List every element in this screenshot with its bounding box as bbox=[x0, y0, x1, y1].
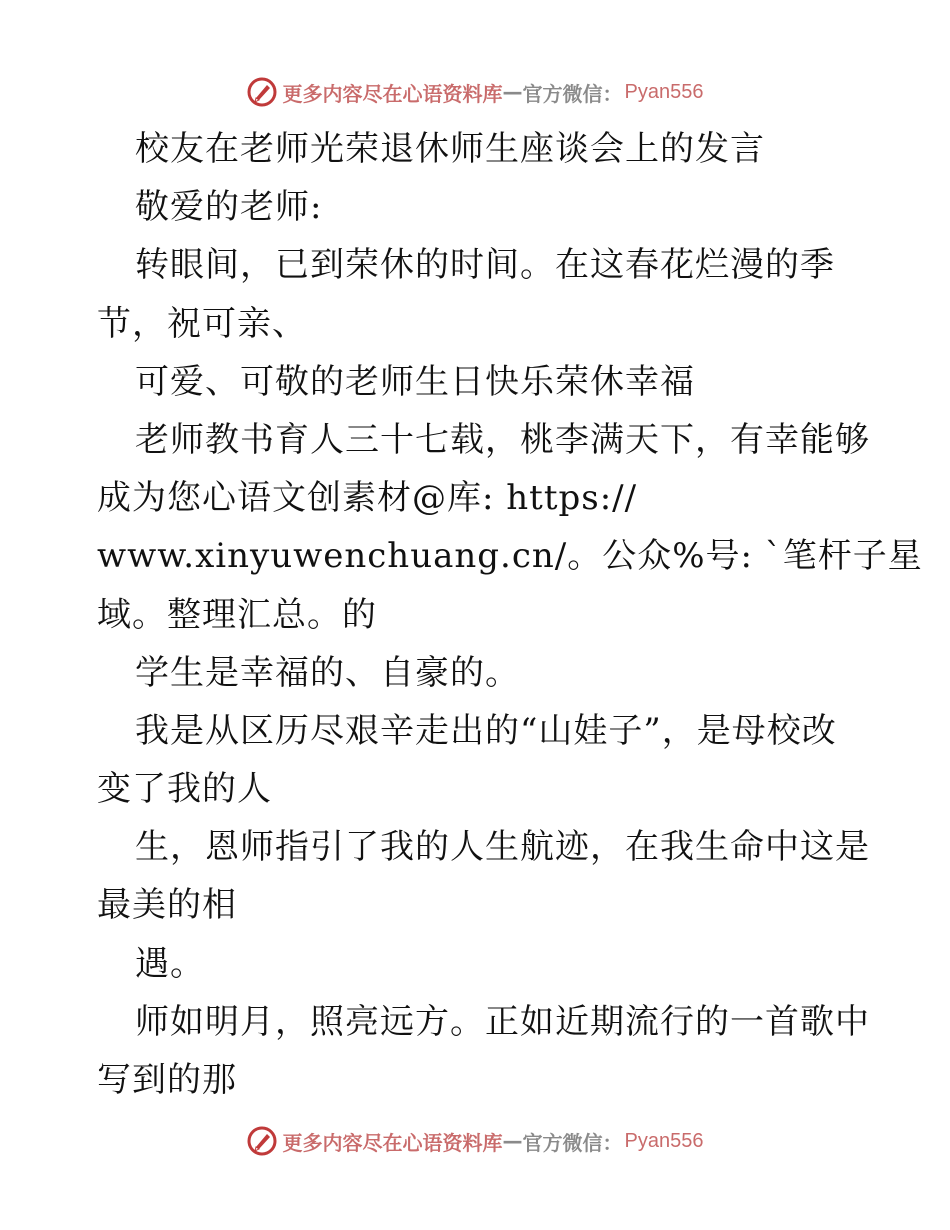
header-watermark bbox=[0, 72, 950, 112]
watermark-wechat-id: Pyan556 bbox=[624, 1129, 704, 1152]
watermark-site-text: 更多内容尽在心语资料库 bbox=[282, 81, 503, 106]
text-line: 我是从区历尽艰辛走出的“山娃子”，是母校改 bbox=[135, 710, 837, 751]
text-line: 学生是幸福的、自豪的。 bbox=[135, 652, 520, 693]
text-line: 师如明月，照亮远方。正如近期流行的一首歌中 bbox=[135, 1001, 870, 1042]
text-line: 老师教书育人三十七载，桃李满天下，有幸能够 bbox=[135, 419, 870, 460]
text-line: 变了我的人 bbox=[97, 769, 272, 810]
watermark-wechat-text: 官方微信： bbox=[522, 1130, 623, 1155]
watermark-dash: — bbox=[502, 1129, 523, 1153]
text-line: 域。整理汇总。的 bbox=[97, 594, 377, 635]
text-line: www.xinyuwenchuang.cn/。公众%号: `笔杆子星 bbox=[97, 536, 923, 577]
text-line: 写到的那 bbox=[97, 1060, 237, 1100]
text-line: 校友在老师光荣退休师生座谈会上的发言 bbox=[135, 129, 765, 169]
watermark-wechat-text: 官方微信： bbox=[522, 81, 623, 106]
watermark-site-text: 更多内容尽在心语资料库 bbox=[282, 1130, 503, 1155]
text-line: 生，恩师指引了我的人生航迹，在我生命中这是 bbox=[135, 827, 870, 868]
pen-logo-icon bbox=[247, 77, 277, 107]
text-line: 转眼间，已到荣休的时间。在这春花烂漫的季 bbox=[135, 245, 835, 286]
text-line: 敬爱的老师: bbox=[135, 187, 323, 228]
text-line: 最美的相 bbox=[97, 885, 237, 926]
watermark-dash: — bbox=[502, 80, 523, 104]
pen-logo-icon bbox=[247, 1126, 277, 1156]
text-line: 可爱、可敬的老师生日快乐荣休幸福 bbox=[135, 361, 695, 402]
text-line: 遇。 bbox=[135, 943, 205, 984]
footer-watermark bbox=[0, 1121, 950, 1161]
watermark-wechat-id: Pyan556 bbox=[624, 80, 704, 103]
text-line: 成为您心语文创素材@库: https:// bbox=[97, 478, 638, 519]
text-line: 节，祝可亲、 bbox=[97, 303, 307, 344]
document-body bbox=[97, 120, 923, 1109]
